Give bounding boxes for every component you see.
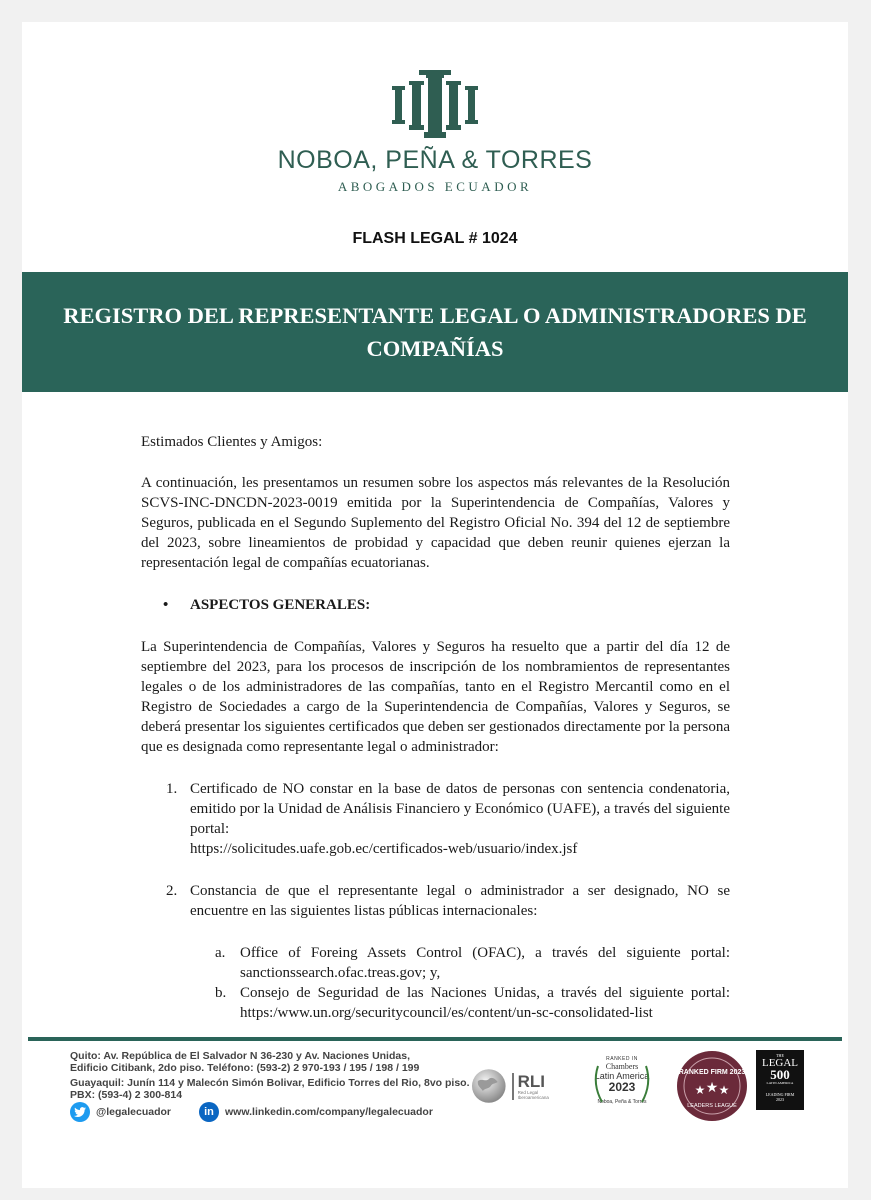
leaders-bottom-text: LEADERS LEAGUE bbox=[687, 1103, 737, 1109]
globe-icon bbox=[470, 1067, 508, 1105]
legal500-legal: LEGAL bbox=[761, 1057, 799, 1069]
list-number: 2. bbox=[166, 883, 178, 899]
leaders-league-seal-icon bbox=[676, 1050, 748, 1122]
linkedin-icon: in bbox=[199, 1102, 219, 1122]
greeting: Estimados Clientes y Amigos: bbox=[141, 434, 323, 450]
uafe-portal-url: https://solicitudes.uafe.gob.ec/certificados-web/usuario/index.jsf bbox=[190, 841, 578, 857]
chambers-name: Chambers bbox=[605, 1062, 639, 1071]
svg-text:★: ★ bbox=[718, 1083, 730, 1097]
sub-list-letter: a. bbox=[215, 945, 226, 961]
linkedin-url: www.linkedin.com/company/legalecuador bbox=[225, 1106, 433, 1118]
requirements-list bbox=[141, 779, 730, 1023]
sub-list-text: Consejo de Seguridad de las Naciones Unidas, a través del siguiente portal: https:/www.un.org/securitycouncil/es/content/un-sc-consolidated-list bbox=[240, 985, 730, 1021]
firm-name: NOBOA, PEÑA & TORRES bbox=[277, 146, 593, 174]
list-item bbox=[141, 779, 730, 859]
rli-badge bbox=[470, 1062, 570, 1110]
legal500-region: LATIN AMERICA bbox=[766, 1081, 794, 1085]
legal500-leading: LEADING FIRM bbox=[765, 1092, 795, 1097]
document-body bbox=[141, 432, 730, 1045]
footer-divider bbox=[28, 1037, 842, 1041]
sub-list bbox=[190, 943, 730, 1023]
document-title: REGISTRO DEL REPRESENTANTE LEGAL O ADMINISTRADORES DE COMPAÑÍAS bbox=[63, 303, 807, 361]
linkedin-link[interactable] bbox=[199, 1102, 433, 1122]
legal500-badge bbox=[756, 1050, 804, 1110]
firm-logo bbox=[22, 70, 848, 195]
twitter-icon bbox=[70, 1102, 90, 1122]
chambers-year: 2023 bbox=[608, 1080, 636, 1094]
legal500-500: 500 bbox=[770, 1067, 790, 1082]
list-item-text: Constancia de que el representante legal o administrador a ser designado, NO se encuentre en las siguientes listas públicas internacionales: bbox=[190, 883, 730, 919]
twitter-link[interactable] bbox=[70, 1102, 171, 1122]
quito-address: Quito: Av. República de El Salvador N 36-230 y Av. Naciones Unidas, bbox=[70, 1050, 410, 1062]
legal500-the: THE bbox=[776, 1053, 784, 1058]
rli-label: RLI bbox=[517, 1071, 545, 1091]
chambers-badge bbox=[586, 1056, 658, 1122]
list-number: 1. bbox=[166, 781, 178, 797]
columns-logo-icon bbox=[390, 70, 480, 140]
svg-text:★: ★ bbox=[694, 1083, 706, 1097]
guayaquil-address: Guayaquil: Junín 114 y Malecón Simón Bolivar, Edificio Torres del Rio, 8vo piso. bbox=[70, 1077, 470, 1089]
section-title: ASPECTOS GENERALES: bbox=[190, 597, 371, 613]
leaders-league-badge bbox=[676, 1050, 748, 1122]
chambers-region: Latin America bbox=[594, 1071, 650, 1081]
guayaquil-phone: PBX: (593-4) 2 300-814 bbox=[70, 1089, 183, 1101]
sub-list-item bbox=[190, 943, 730, 983]
twitter-handle: @legalecuador bbox=[96, 1106, 172, 1118]
svg-text:★: ★ bbox=[705, 1081, 719, 1096]
list-item bbox=[141, 881, 730, 1023]
sub-list-letter: b. bbox=[215, 985, 227, 1001]
sub-list-text: Office of Foreing Assets Control (OFAC), a través del siguiente portal: sanctionssearch.ofac.treas.gov; y, bbox=[240, 945, 730, 981]
title-banner bbox=[22, 272, 848, 392]
bullet-icon: • bbox=[163, 597, 169, 613]
leaders-top-text: RANKED FIRM 2023 bbox=[678, 1069, 746, 1076]
list-item-text: Certificado de NO constar en la base de datos de personas con sentencia condenatoria, emitido por la Unidad de Análisis Financiero y Económico (UAFE), a través del siguiente portal: bbox=[190, 781, 730, 837]
flash-legal-number: FLASH LEGAL # 1024 bbox=[352, 230, 518, 247]
intro-paragraph: A continuación, les presentamos un resumen sobre los aspectos más relevantes de la Resolución SCVS-INC-DNCDN-2023-0019 emitida por la Superintendencia de Compañías, Valores y Seguros, publicada en el Segundo Suplemento del Registro Oficial No. 394 del 12 de septiembre del 2023, sobre lineamientos de probidad y capacidad que deben reunir quienes ejerzan la representación legal de compañías ecuatorianas. bbox=[141, 475, 730, 571]
chambers-ranked: RANKED IN bbox=[606, 1056, 638, 1062]
chambers-firm: Noboa, Peña & Torres bbox=[597, 1099, 647, 1105]
general-paragraph: La Superintendencia de Compañías, Valores y Seguros ha resuelto que a partir del día 12 de septiembre del 2023, para los procesos de inscripción de los nombramientos de representantes legales o de los administradores de las compañías, tanto en el Registro Mercantil como en el Registro de Sociedades a cargo de la Superintendencia de Compañías, Valores y Seguros, se deberá presentar los siguientes certificados que deben ser gestionados directamente por la persona que es designada como representante legal o administrador: bbox=[141, 639, 730, 755]
document-page bbox=[22, 22, 848, 1188]
section-heading bbox=[163, 595, 730, 615]
sub-list-item bbox=[190, 983, 730, 1023]
firm-subtitle: ABOGADOS ECUADOR bbox=[337, 179, 533, 194]
footer-addresses bbox=[70, 1050, 470, 1101]
legal500-year: 2023 bbox=[776, 1097, 784, 1102]
quito-phone: Edificio Citibank, 2do piso. Teléfono: (593-2) 2 970-193 / 195 / 198 / 199 bbox=[70, 1062, 420, 1074]
laurel-icon bbox=[590, 1062, 654, 1106]
rli-subtitle: Red Legal Iberoamericana bbox=[517, 1089, 549, 1100]
